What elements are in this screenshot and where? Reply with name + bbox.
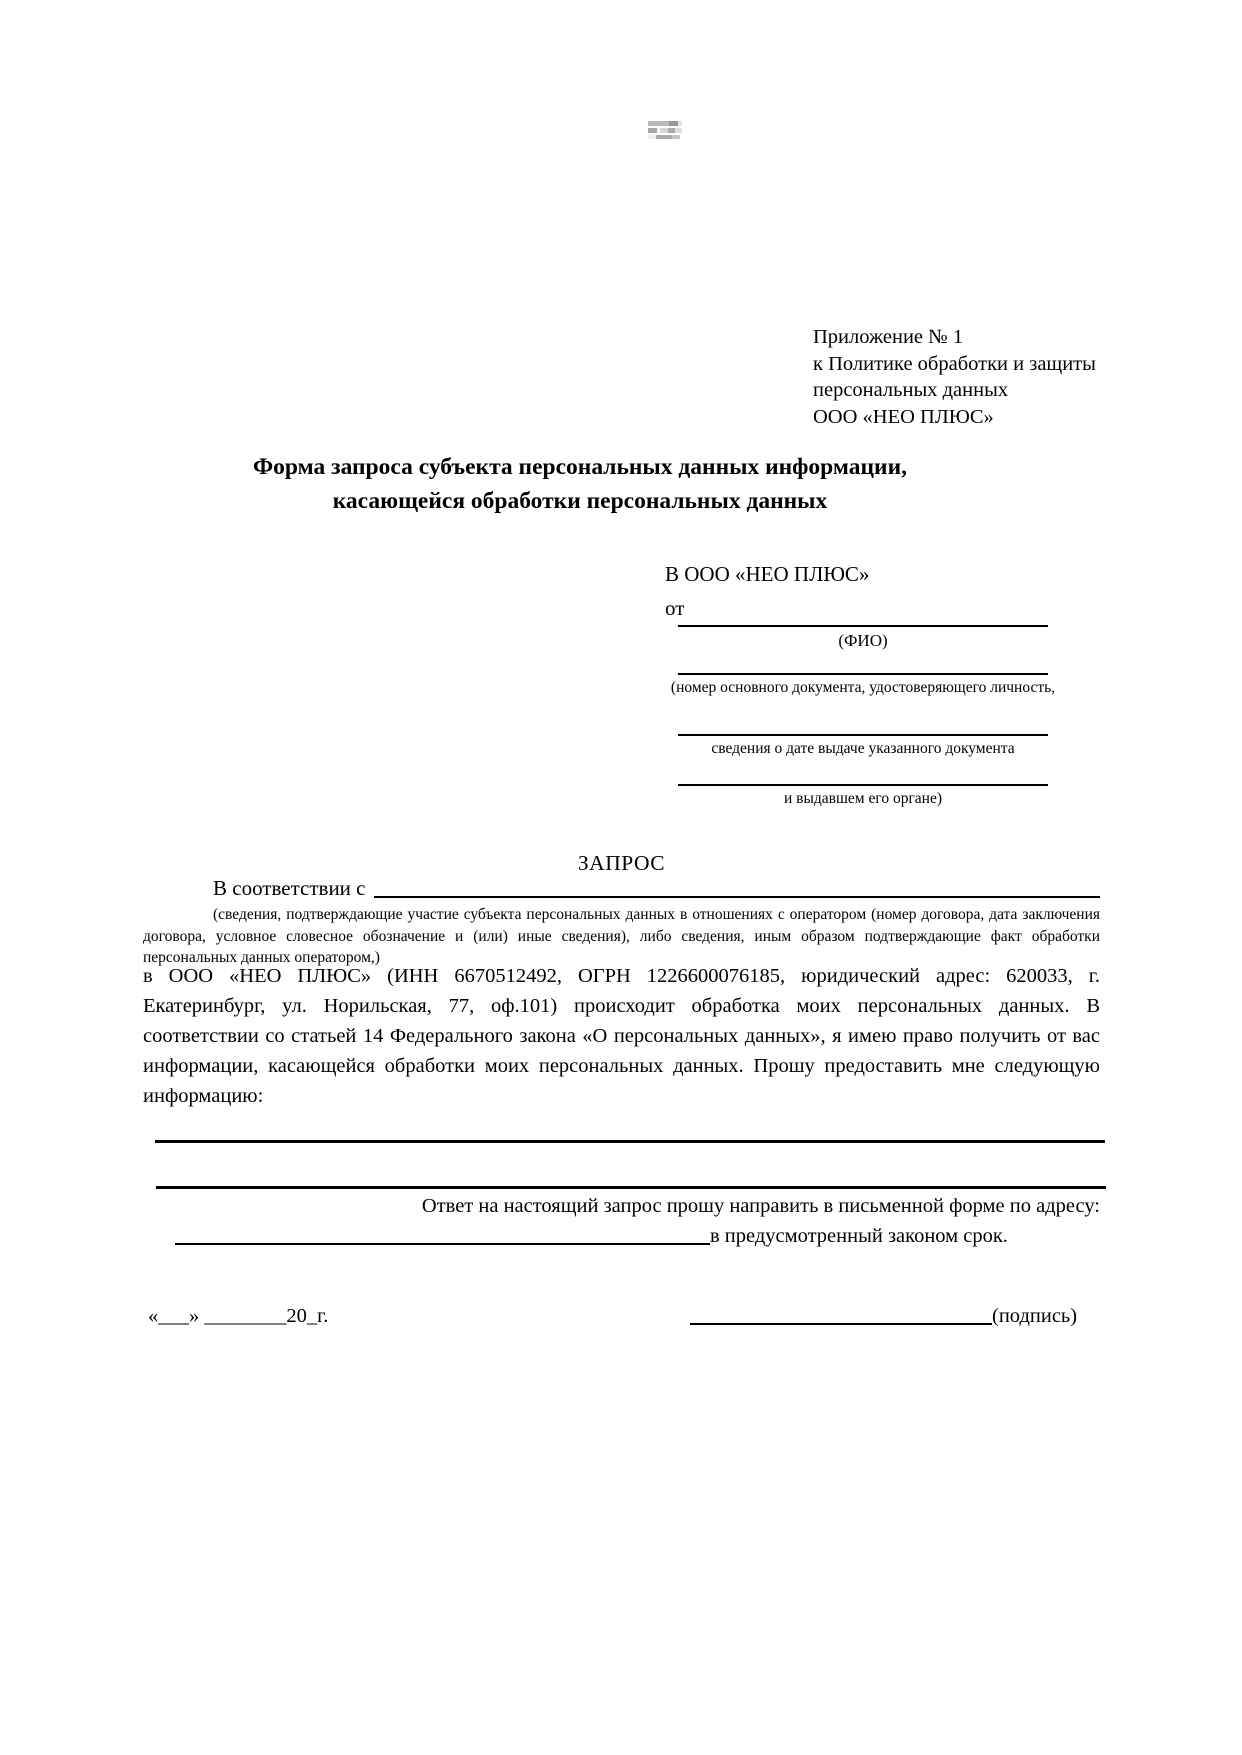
blurred-logo-icon bbox=[648, 120, 682, 141]
deadline-text: в предусмотренный законом срок. bbox=[710, 1225, 1008, 1247]
date-blank-text: «___» ________20_г. bbox=[148, 1305, 329, 1327]
form-title bbox=[118, 450, 1042, 518]
appendix-line-4: ООО «НЕО ПЛЮС» bbox=[813, 405, 994, 428]
form-title-line-2: касающейся обработки персональных данных bbox=[332, 488, 828, 514]
issuer-blank-line bbox=[678, 784, 1048, 786]
request-body: в ООО «НЕО ПЛЮС» (ИНН 6670512492, ОГРН 1226600076185, юридический адрес: 620033, г. Екатеринбург, ул. Норильская, 77, оф.101) происходит обработка моих персональных данных. В соответствии со статьей 14 Федерального закона «О персональных данных», я имею право получить от вас информации, касающейся обработки моих персональных данных. Прошу предоставить мне следующую информацию: bbox=[143, 965, 1100, 1107]
issue-date-caption: сведения о дате выдаче указанного документа bbox=[711, 740, 1015, 757]
accordance-row bbox=[143, 876, 1100, 901]
appendix-line-2: к Политике обработки и защиты bbox=[813, 352, 1096, 375]
fine-print-caption: (сведения, подтверждающие участие субъекта персональных данных в отношениях с оператором (номер договора, дата заключения договора, условное словесное обозначение и (или) иные сведения), либо сведения, иным образом подтверждающие факт обработки персональных данных оператором,) bbox=[143, 906, 1100, 966]
accordance-blank-line bbox=[374, 896, 1101, 898]
address-row bbox=[175, 1225, 1045, 1248]
appendix-line-1: Приложение № 1 bbox=[813, 326, 964, 348]
form-title-line-1: Форма запроса субъекта персональных данных информации, bbox=[253, 454, 907, 480]
info-blank-line-2 bbox=[156, 1186, 1106, 1189]
fio-caption: (ФИО) bbox=[838, 631, 888, 650]
appendix-line-3: персональных данных bbox=[813, 379, 1009, 401]
appendix-note bbox=[813, 324, 1096, 430]
request-heading: ЗАПРОС bbox=[577, 851, 666, 875]
address-blank-line bbox=[175, 1243, 710, 1245]
doc-number-blank-line bbox=[678, 673, 1048, 675]
info-blank-line-1 bbox=[155, 1140, 1105, 1143]
issue-date-blank-line bbox=[678, 734, 1048, 736]
lead-in-text: В соответствии с bbox=[213, 876, 366, 900]
fio-blank-line bbox=[678, 625, 1048, 627]
signature-row bbox=[690, 1305, 1077, 1328]
response-request-text: Ответ на настоящий запрос прошу направить в письменной форме по адресу: bbox=[421, 1195, 1100, 1217]
signature-caption: (подпись) bbox=[992, 1305, 1078, 1327]
addressee-to: В ООО «НЕО ПЛЮС» bbox=[665, 562, 870, 586]
issuer-caption: и выдавшем его органе) bbox=[783, 790, 943, 807]
doc-number-caption: (номер основного документа, удостоверяющего личность, bbox=[670, 679, 1056, 696]
addressee-from: от bbox=[665, 596, 685, 620]
signature-blank-line bbox=[690, 1323, 992, 1325]
addressee-block bbox=[665, 557, 869, 625]
